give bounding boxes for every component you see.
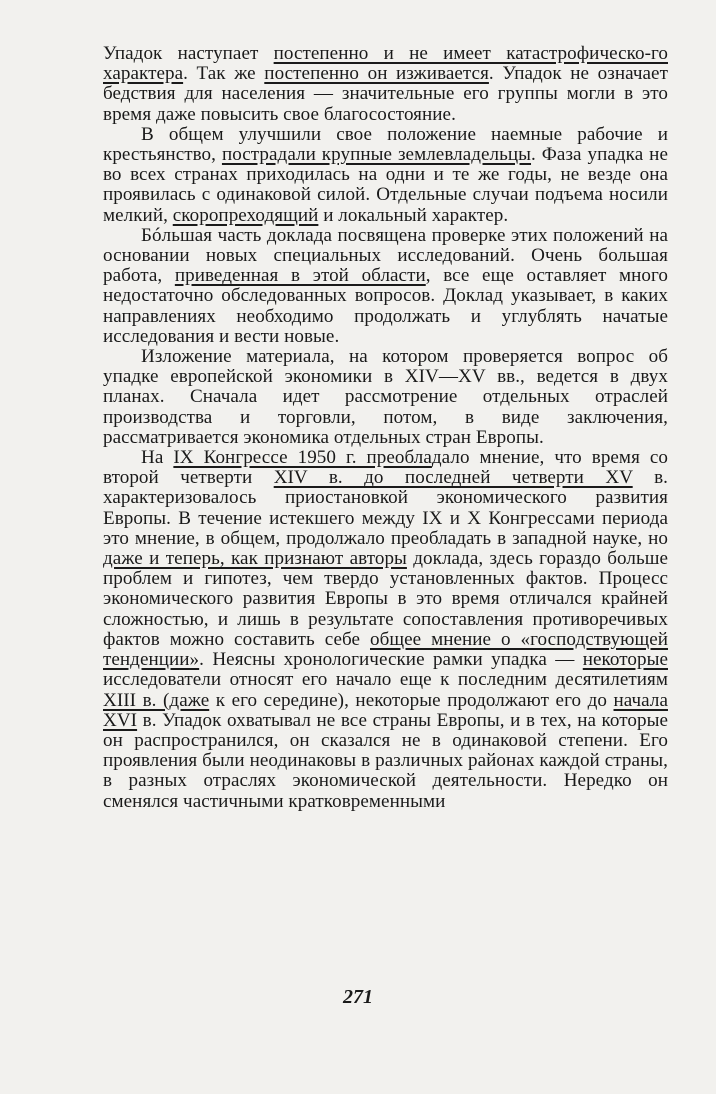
page-number: 271 <box>343 986 373 1008</box>
text-run: . Упадок не означает бедствия для населения — значительные его группы могли в это время даже повысить свое благосостояние. <box>103 63 668 125</box>
text-run: Упадок наступает <box>103 43 274 64</box>
paragraph <box>103 226 668 347</box>
text-run: . Неясны хронологические рамки упадка — <box>199 649 583 671</box>
underlined-text: пострадали крупные землевладельцы <box>221 144 532 166</box>
text-run: Бóльшая часть доклада посвящена проверке этих положений на основании новых специальных исследований. Очень большая работа, <box>103 224 668 287</box>
text-run: В общем улучшили свое положение наемные рабочие и крестьянство, <box>103 123 668 166</box>
underlined-text: IX Конгрессе 1950 г. преобла <box>173 447 432 469</box>
underlined-text: постепенно и не имеет катастрофическо-го характера <box>103 43 668 85</box>
text-run: в. Упадок охватывал не все страны Европы, и в тех, на которые он распространился, он сказался не в одинаковой степени. Его проявления были неодинаковы в различных районах каждой страны, в разных отраслях экономической деятельности. Нередко он сменялся частичными кратковременными <box>103 709 668 812</box>
text-run: в. характеризовалось приостановкой экономического развития Европы. В течение истекшего между IX и X Конгрессами периода это мнение, в общем, продолжало преобладать в западной науке, но <box>103 467 668 549</box>
text-run: доклада, здесь гораздо больше проблем и гипотез, чем твердо установленных фактов. Процесс экономического развития Европы в это время отличался крайней сложностью, и лишь в результате сопоставления противоречивых фактов можно составить себе <box>103 548 668 650</box>
underlined-text: постепенно он изживается <box>264 63 489 85</box>
underlined-text: даже и теперь, как признают авторы <box>103 548 407 570</box>
underlined-text: XIV в. до последней четверти XV <box>273 467 633 489</box>
text-run: и локальный характер. <box>318 204 509 226</box>
underlined-text: начала XVI <box>103 689 668 731</box>
underlined-text: скоропреходящий <box>172 204 319 226</box>
text-run: , все еще оставляет много недостаточно обследованных вопросов. Доклад указывает, в каких направлениях необходимо продолжать и углублять начатые исследования и вести новые. <box>103 265 668 347</box>
paragraph <box>103 44 668 125</box>
text-run: . Так же <box>183 63 265 85</box>
underlined-text: некоторые <box>582 649 668 671</box>
underlined-text: общее мнение о «господствующей тенденции» <box>103 628 669 671</box>
text-run: к его середине), некоторые продолжают его до <box>209 689 614 711</box>
text-run: Изложение материала, на котором проверяется вопрос об упадке европейской экономики в XIV—XV вв., ведется в двух планах. Сначала идет рассмотрение отдельных отраслей производства и торговли, потом, в виде заключения, рассматривается экономика отдельных стран Европы. <box>103 346 668 448</box>
text-run: На <box>141 447 174 469</box>
underlined-text: приведенная в этой области <box>174 265 426 287</box>
text-run: дало мнение, что время со второй четверти <box>103 447 669 489</box>
paragraph <box>103 125 668 226</box>
paragraph <box>103 347 668 448</box>
paragraph <box>103 448 668 812</box>
body-text <box>103 44 668 812</box>
underlined-text: XIII в. (даже <box>103 689 210 711</box>
text-run: исследователи относят его начало еще к последним десятилетиям <box>103 669 668 691</box>
text-run: . Фаза упадка не во всех странах приходилась на одни и те же годы, не везде она проявилась с одинаковой силой. Отдельные случаи подъема носили мелкий, <box>103 144 668 226</box>
